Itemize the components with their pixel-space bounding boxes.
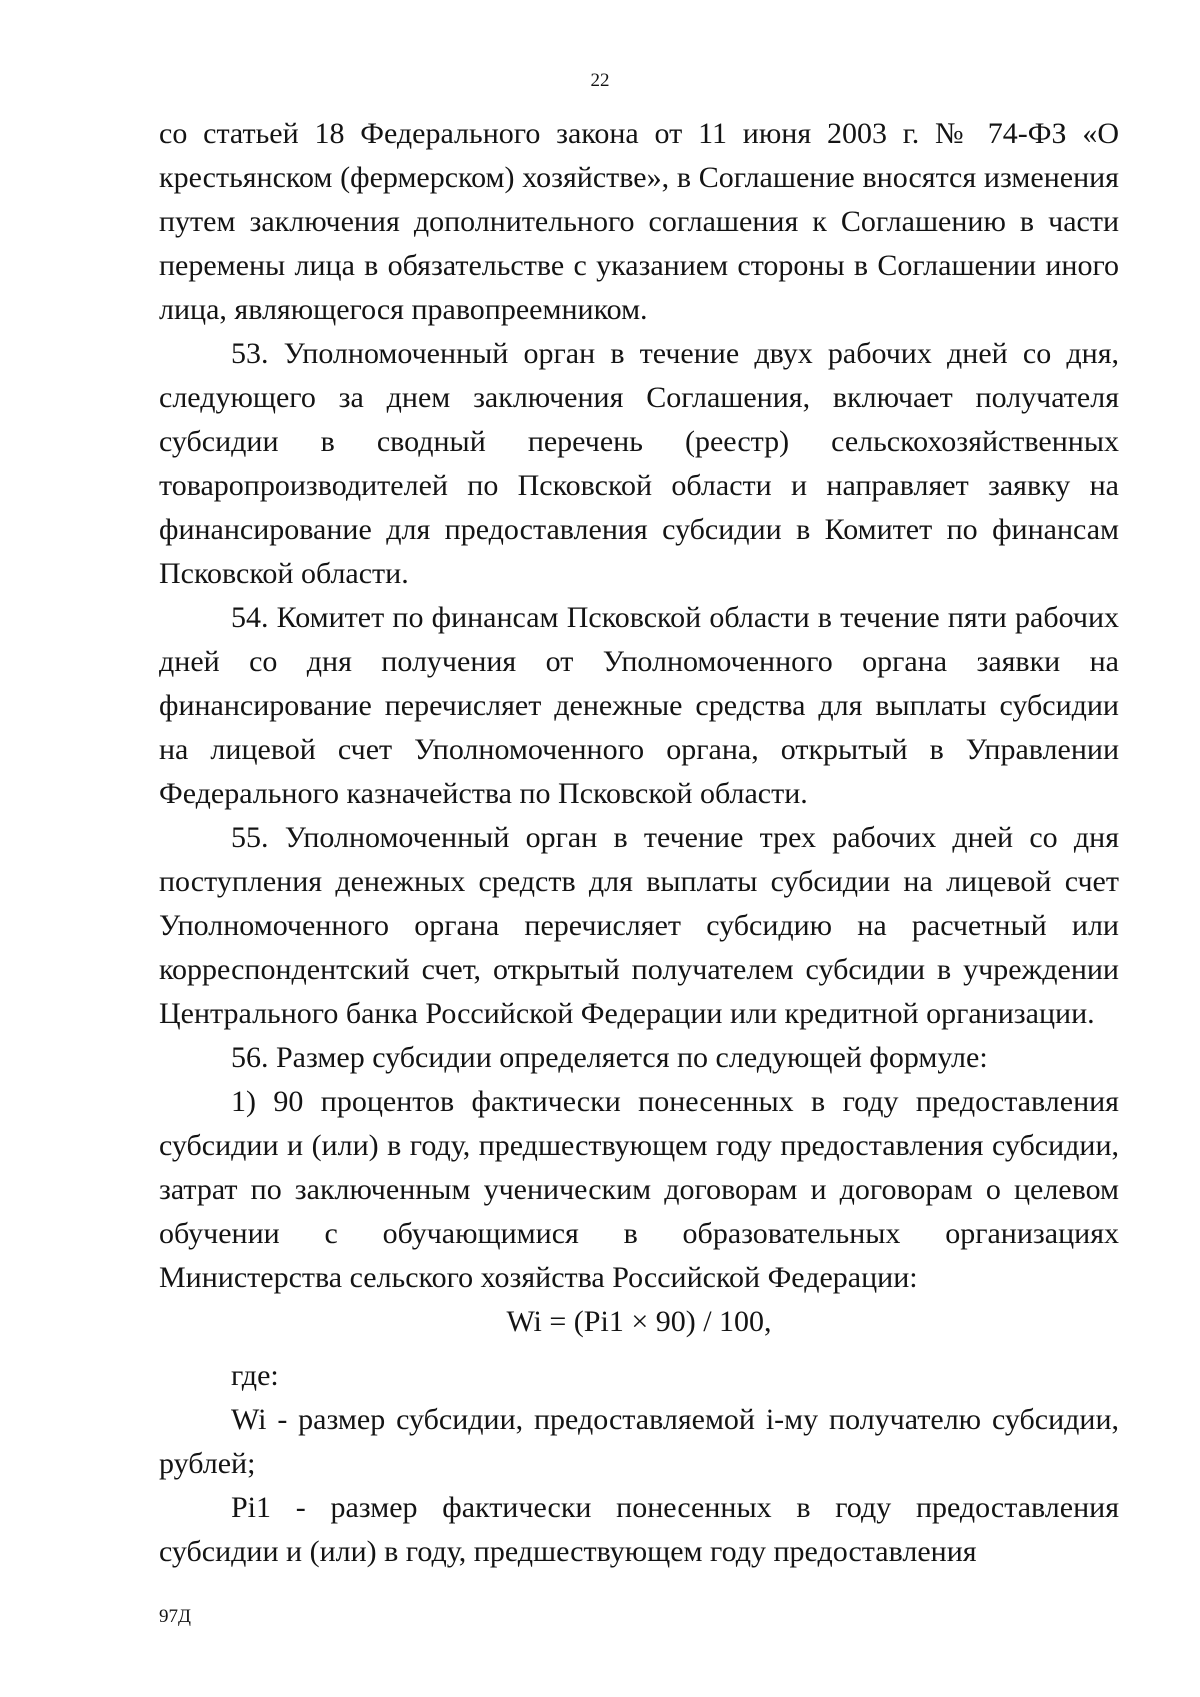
where-label: где: [231,1359,279,1392]
document-body [159,112,1119,1574]
paragraph-53: 53. Уполномоченный орган в течение двух рабочих дней со дня, следующего за днем заключения Соглашения, включает получателя субсидии в сводный перечень (реестр) сельскохозяйственных товаропроизводителей по Псковской области и направляет заявку на финансирование для предоставления субсидии в Комитет по финансам Псковской области. [159,337,1119,590]
page-number: 22 [590,70,610,91]
paragraph-54: 54. Комитет по финансам Псковской области в течение пяти рабочих дней со дня получения от Уполномоченного органа заявки на финансирование перечисляет денежные средства для выплаты субсидии на лицевой счет Уполномоченного органа, открытый в Управлении Федерального казначейства по Псковской области. [159,601,1119,810]
paragraph-56: 56. Размер субсидии определяется по следующей формуле: [231,1041,988,1074]
formula: Wi = (Pi1 × 90) / 100, [506,1305,772,1338]
paragraph-55: 55. Уполномоченный орган в течение трех рабочих дней со дня поступления денежных средств для выплаты субсидии на лицевой счет Уполномоченного органа перечисляет субсидию на расчетный или корреспондентский счет, открытый получателем субсидии в учреждении Центрального банка Российской Федерации или кредитной организации. [159,821,1119,1030]
definition-pi1: Pi1 - размер фактически понесенных в году предоставления субсидии и (или) в году, предшествующем году предоставления [159,1491,1119,1568]
paragraph-56-item-1: 1) 90 процентов фактически понесенных в году предоставления субсидии и (или) в году, предшествующем году предоставления субсидии, затрат по заключенным ученическим договорам и договорам о целевом обучении с обучающимися в образовательных организациях Министерства сельского хозяйства Российской Федерации: [159,1085,1119,1294]
footer-document-code: 97Д [159,1606,191,1627]
paragraph-continuation: со статьей 18 Федерального закона от 11 июня 2003 г. № 74-ФЗ «О крестьянском (фермерском) хозяйстве», в Соглашение вносятся изменения путем заключения дополнительного соглашения к Соглашению в части перемены лица в обязательстве с указанием стороны в Соглашении иного лица, являющегося правопреемником. [159,117,1119,326]
definition-wi: Wi - размер субсидии, предоставляемой i-му получателю субсидии, рублей; [159,1403,1119,1480]
